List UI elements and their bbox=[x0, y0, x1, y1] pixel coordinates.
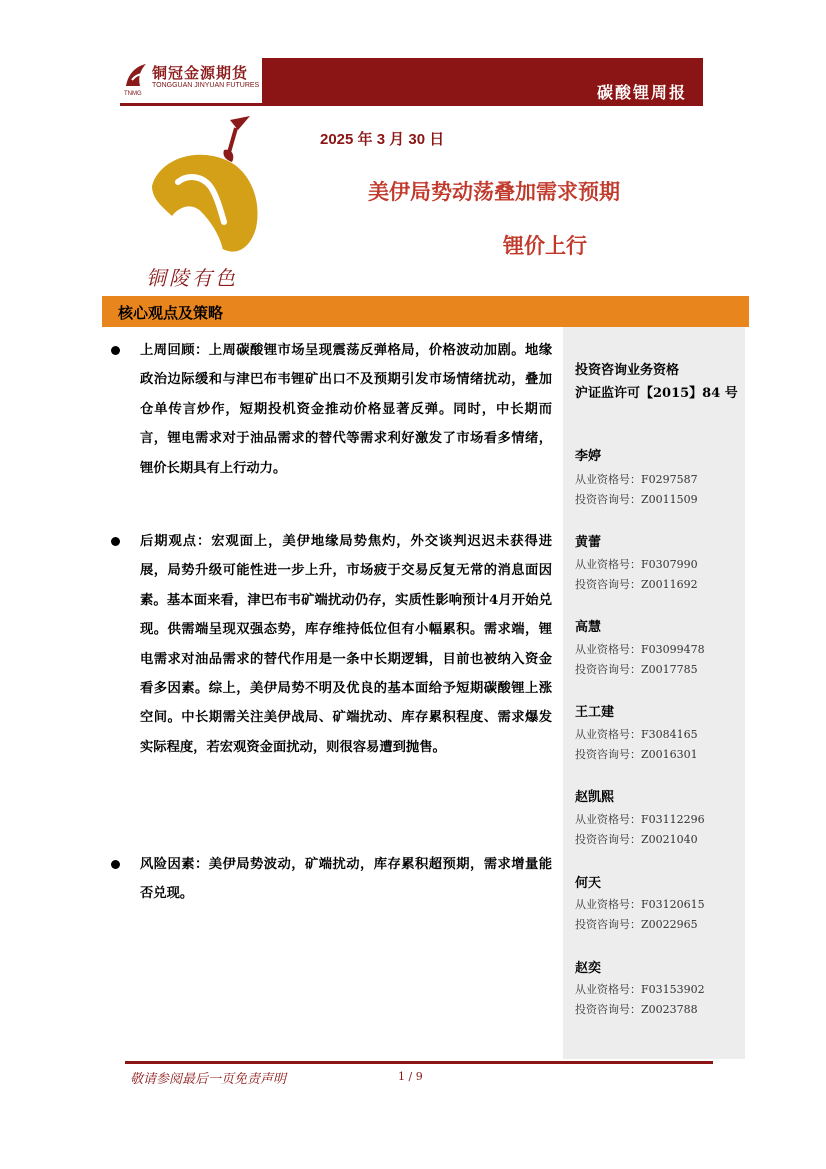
footer-divider bbox=[125, 1061, 713, 1064]
header-divider bbox=[120, 103, 703, 106]
page-number: 1 / 9 bbox=[398, 1070, 423, 1083]
analyst-practice-no: 从业资格号：F03112296 bbox=[575, 813, 705, 826]
analyst-name: 黄蕾 bbox=[575, 535, 602, 550]
logo-mark-icon bbox=[122, 60, 150, 90]
logo-company-name: 铜冠金源期货 bbox=[152, 64, 249, 82]
report-date: 2025 年 3 月 30 日 bbox=[320, 131, 445, 148]
analyst-name: 何天 bbox=[575, 876, 602, 891]
report-title-line2: 锂价上行 bbox=[503, 234, 587, 258]
header-banner bbox=[262, 58, 703, 104]
qualification-line2: 沪证监许可【2015】84 号 bbox=[575, 386, 738, 401]
logo-company-name-en: TONGGUAN JINYUAN FUTURES bbox=[152, 82, 260, 89]
bullet-icon bbox=[111, 537, 120, 546]
bullet-text: 上周回顾：上周碳酸锂市场呈现震荡反弹格局，价格波动加剧。地缘政治边际缓和与津巴布韦锂矿出口不及预期引发市场情绪扰动，叠加仓单传言炒作，短期投机资金推动价格显著反弹。同时，中长期而言，锂电需求对于油品需求的替代等需求利好激发了市场看多情绪，锂价长期具有上行动力。 bbox=[140, 343, 552, 476]
analyst-practice-no: 从业资格号：F03153902 bbox=[575, 983, 705, 996]
analyst-advisory-no: 投资咨询号：Z0017785 bbox=[575, 663, 698, 676]
analyst-advisory-no: 投资咨询号：Z0011509 bbox=[575, 493, 698, 506]
analyst-practice-no: 从业资格号：F03099478 bbox=[575, 643, 705, 656]
analyst-advisory-no: 投资咨询号：Z0011692 bbox=[575, 578, 698, 591]
analyst-name: 李婷 bbox=[575, 449, 602, 464]
bullet-icon bbox=[111, 346, 120, 355]
analyst-practice-no: 从业资格号：F3084165 bbox=[575, 728, 698, 741]
analyst-advisory-no: 投资咨询号：Z0016301 bbox=[575, 748, 698, 761]
analyst-practice-no: 从业资格号：F0297587 bbox=[575, 473, 698, 486]
report-title-line1: 美伊局势动荡叠加需求预期 bbox=[368, 180, 620, 204]
analyst-advisory-no: 投资咨询号：Z0022965 bbox=[575, 918, 698, 931]
qualification-line1: 投资咨询业务资格 bbox=[575, 363, 680, 378]
bullet-icon bbox=[111, 860, 120, 869]
analyst-name: 赵凯熙 bbox=[575, 790, 615, 805]
emblem-signature: 铜陵有色 bbox=[146, 266, 238, 290]
section-title: 核心观点及策略 bbox=[118, 304, 224, 322]
report-type-label: 碳酸锂周报 bbox=[596, 83, 687, 102]
analyst-advisory-no: 投资咨询号：Z0021040 bbox=[575, 833, 698, 846]
analyst-name: 赵奕 bbox=[575, 961, 602, 976]
bullet-text: 风险因素：美伊局势波动，矿端扰动，库存累积超预期，需求增量能否兑现。 bbox=[140, 857, 552, 902]
footer-disclaimer: 敬请参阅最后一页免责声明 bbox=[130, 1072, 287, 1087]
bullet-text: 后期观点：宏观面上，美伊地缘局势焦灼，外交谈判迟迟未获得进展，局势升级可能性进一步上升，市场疲于交易反复无常的消息面因素。基本面来看，津巴布韦矿端扰动仍存，实质性影响预计4月开始兑现。供需端呈现双强态势，库存维持低位但有小幅累积。需求端，锂电需求对油品需求的替代作用是一条中长期逻辑，目前也被纳入资金看多因素。综上，美伊局势不明及优良的基本面给予短期碳酸锂上涨空间。中长期需关注美伊战局、矿端扰动、库存累积程度、需求爆发实际程度，若宏观资金面扰动，则很容易遭到抛售。 bbox=[140, 534, 552, 755]
analyst-practice-no: 从业资格号：F0307990 bbox=[575, 558, 698, 571]
company-logo bbox=[120, 58, 262, 104]
logo-abbreviation: TNMG bbox=[124, 91, 142, 97]
analyst-sidebar bbox=[563, 327, 745, 1059]
analyst-practice-no: 从业资格号：F03120615 bbox=[575, 898, 705, 911]
analyst-name: 王工建 bbox=[575, 705, 615, 720]
analyst-name: 高慧 bbox=[575, 620, 602, 635]
section-header-bar bbox=[102, 296, 749, 327]
analyst-advisory-no: 投资咨询号：Z0023788 bbox=[575, 1003, 698, 1016]
